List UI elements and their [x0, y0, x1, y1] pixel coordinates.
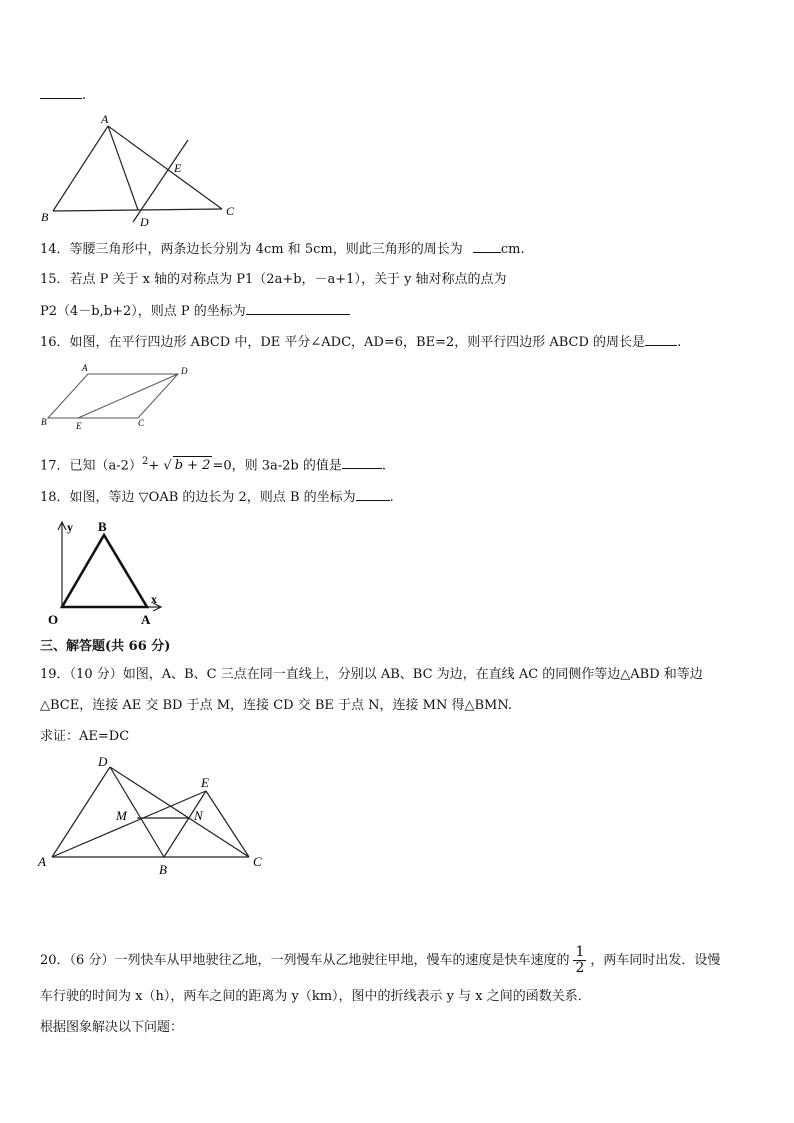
- q19-question-line2: △BCE，连接 AE 交 BD 于点 M，连接 CD 交 BE 于点 N，连接 MN 得△BMN.: [40, 698, 512, 713]
- q13-answer-line: .: [40, 86, 86, 105]
- q16-label-d: D: [181, 366, 188, 376]
- section-heading: 三、解答题(共 66 分): [40, 639, 171, 654]
- q19-segment-ce: [206, 791, 249, 857]
- q19-question-line1: 19．（10 分）如图，A、B、C 三点在同一直线上，分别以 AB、BC 为边，在直线 AC 的同侧作等边△ABD 和等边: [40, 667, 703, 682]
- q19-segment-ae: [52, 791, 206, 857]
- q13-segment-ab: [53, 126, 108, 211]
- q19-label-e: E: [201, 775, 209, 790]
- sqrt-symbol: √: [163, 458, 172, 474]
- q20-question-line1: 20．（6 分）一列快车从甲地驶往乙地，一列慢车从乙地驶往甲地，慢车的速度是快车速度的 $\frac{1}{2}$ ，两车同时出发．设慢: [40, 944, 721, 976]
- q14-question: 14．等腰三角形中，两条边长分别为 4cm 和 5cm，则此三角形的周长为 cm.: [40, 242, 525, 257]
- q19-label-c: C: [253, 854, 262, 869]
- q19-label-n: N: [194, 808, 203, 823]
- q18-label-y: y: [67, 520, 73, 534]
- q19-label-b: B: [159, 862, 167, 877]
- q19-triangles-figure: [36, 750, 270, 878]
- q18-question: 18．如图，等边 ▽OAB 的边长为 2，则点 B 的坐标为 .: [40, 490, 394, 505]
- q16-parallelogram-figure: [40, 360, 200, 432]
- q13-label-e: E: [174, 161, 182, 175]
- q15-question-line1: 15．若点 P 关于 x 轴的对称点为 P1（2a+b，－a+1），关于 y 轴对称点的点为: [40, 272, 507, 287]
- q16-question: 16．如图，在平行四边形 ABCD 中，DE 平分∠ADC，AD=6，BE=2，则平行四边形 ABCD 的周长是 .: [40, 335, 682, 350]
- q13-triangle-figure: [36, 108, 246, 233]
- q13-label-c: C: [226, 204, 235, 218]
- q16-label-c: C: [138, 418, 145, 428]
- q19-segment-be: [164, 791, 206, 857]
- q16-parallelogram-abcd: [48, 374, 178, 418]
- q18-label-b: B: [98, 519, 107, 534]
- q18-label-a: A: [141, 612, 151, 627]
- q13-segment-ad: [108, 126, 138, 210]
- q16-label-a: A: [82, 363, 88, 373]
- q18-triangle-oab: [62, 535, 147, 607]
- q17-answer-blank[interactable]: [342, 456, 382, 469]
- q18-label-o: O: [48, 612, 59, 627]
- q20-fraction-one-half: $\frac{1}{2}$: [575, 944, 585, 976]
- q16-label-e: E: [76, 421, 82, 431]
- q15-question-line2: P2（4－b,b+2），则点 P 的坐标为: [40, 302, 350, 321]
- q20-question-line2: 车行驶的时间为 x（h），两车之间的距离为 y（km），图中的折线表示 y 与 x 之间的函数关系．: [40, 989, 591, 1004]
- q18-coordinate-figure: [44, 514, 174, 628]
- q13-label-d: D: [140, 215, 149, 229]
- q19-label-a: A: [38, 854, 46, 869]
- q17-question: 17．已知$(a-2)^2+$ √ b + 2 =0，则 3a-2b 的值是 .: [40, 456, 387, 474]
- q19-segment-cd: [110, 767, 249, 857]
- q16-segment-de: [78, 374, 178, 418]
- q20-question-line3: 根据图象解决以下问题：: [40, 1020, 184, 1035]
- q13-label-b: B: [41, 210, 49, 224]
- q14-answer-blank[interactable]: [473, 240, 501, 253]
- q16-label-b: B: [41, 417, 47, 427]
- q15-answer-blank[interactable]: [246, 302, 350, 315]
- q13-label-a: A: [101, 112, 109, 126]
- q13-answer-blank[interactable]: [40, 86, 82, 99]
- q19-question-line3: 求证：AE=DC: [40, 729, 130, 744]
- q18-label-x: x: [151, 592, 157, 606]
- q19-label-m: M: [116, 808, 127, 823]
- q19-segment-ad: [52, 767, 110, 857]
- q16-answer-blank[interactable]: [645, 333, 677, 346]
- q19-label-d: D: [98, 754, 108, 769]
- q18-answer-blank[interactable]: [356, 488, 390, 501]
- q13-segment-ac: [108, 126, 222, 209]
